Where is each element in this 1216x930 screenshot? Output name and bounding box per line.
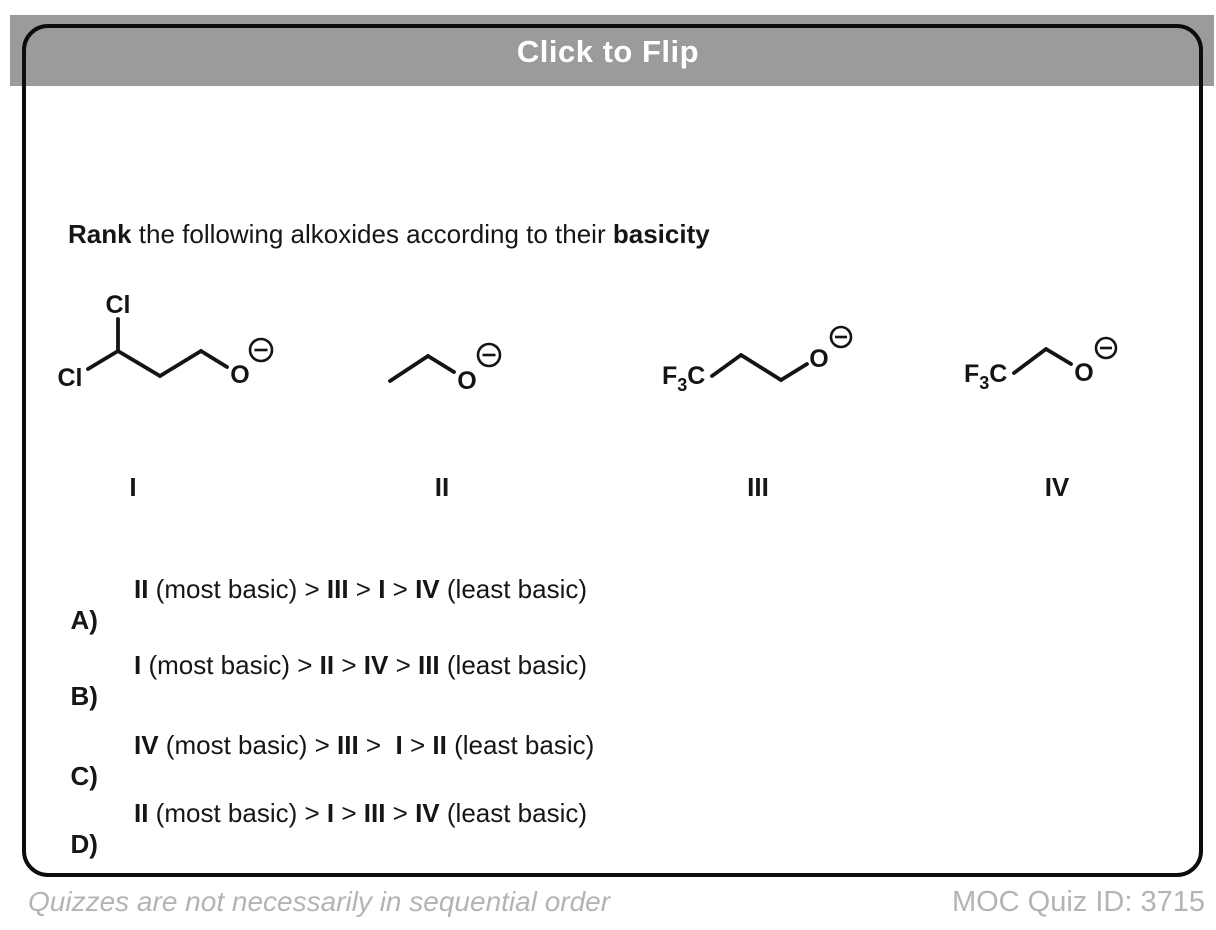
option-text: IV (most basic) > III > I > II (least basic): [134, 730, 595, 760]
answer-option-D: [56, 798, 588, 891]
structure-II-ethoxide: [382, 328, 547, 398]
option-letter: A): [70, 605, 98, 635]
atom-label-o: O: [230, 361, 250, 389]
option-letter: D): [70, 829, 98, 859]
option-text: II (most basic) > III > I > IV (least basic): [134, 574, 588, 604]
option-letter: C): [70, 761, 98, 791]
structure-label-IV: IV: [1044, 472, 1070, 502]
structure-label-III: III: [747, 472, 769, 502]
option-letter: B): [70, 681, 98, 711]
atom-label-o: O: [457, 367, 477, 395]
question-bold-basicity: basicity: [612, 219, 710, 249]
footer-note: Quizzes are not necessarily in sequential order: [28, 886, 611, 917]
option-text: II (most basic) > I > III > IV (least basic): [134, 798, 588, 828]
structure-label-I: I: [129, 472, 137, 502]
question-text: [68, 219, 710, 250]
question-middle: the following alkoxides according to their: [131, 219, 613, 249]
atom-label-cl-left: Cl: [57, 364, 83, 392]
atom-label-o: O: [1074, 359, 1094, 387]
atom-label-f3c: $F_3C$: [662, 362, 706, 395]
circled-minus-icon: [250, 339, 272, 361]
structure-I-dichloro-alkoxide: [50, 283, 280, 408]
structure-III-trifluoropropoxide: [650, 322, 860, 407]
circled-minus-icon: [478, 344, 500, 366]
option-text: I (most basic) > II > IV > III (least basic): [134, 650, 588, 680]
circled-minus-icon: [831, 327, 851, 347]
atom-label-o: O: [809, 345, 829, 373]
atom-label-cl-top: Cl: [105, 291, 131, 319]
structure-label-II: II: [434, 472, 450, 502]
structure-IV-trifluoroethoxide: [950, 318, 1135, 403]
circled-minus-icon: [1096, 338, 1116, 358]
question-bold-rank: Rank: [68, 219, 132, 249]
flip-title: Click to Flip: [516, 34, 700, 69]
atom-label-f3c: $F_3C$: [964, 360, 1008, 393]
quiz-id-label: MOC Quiz ID: 3715: [951, 886, 1205, 918]
